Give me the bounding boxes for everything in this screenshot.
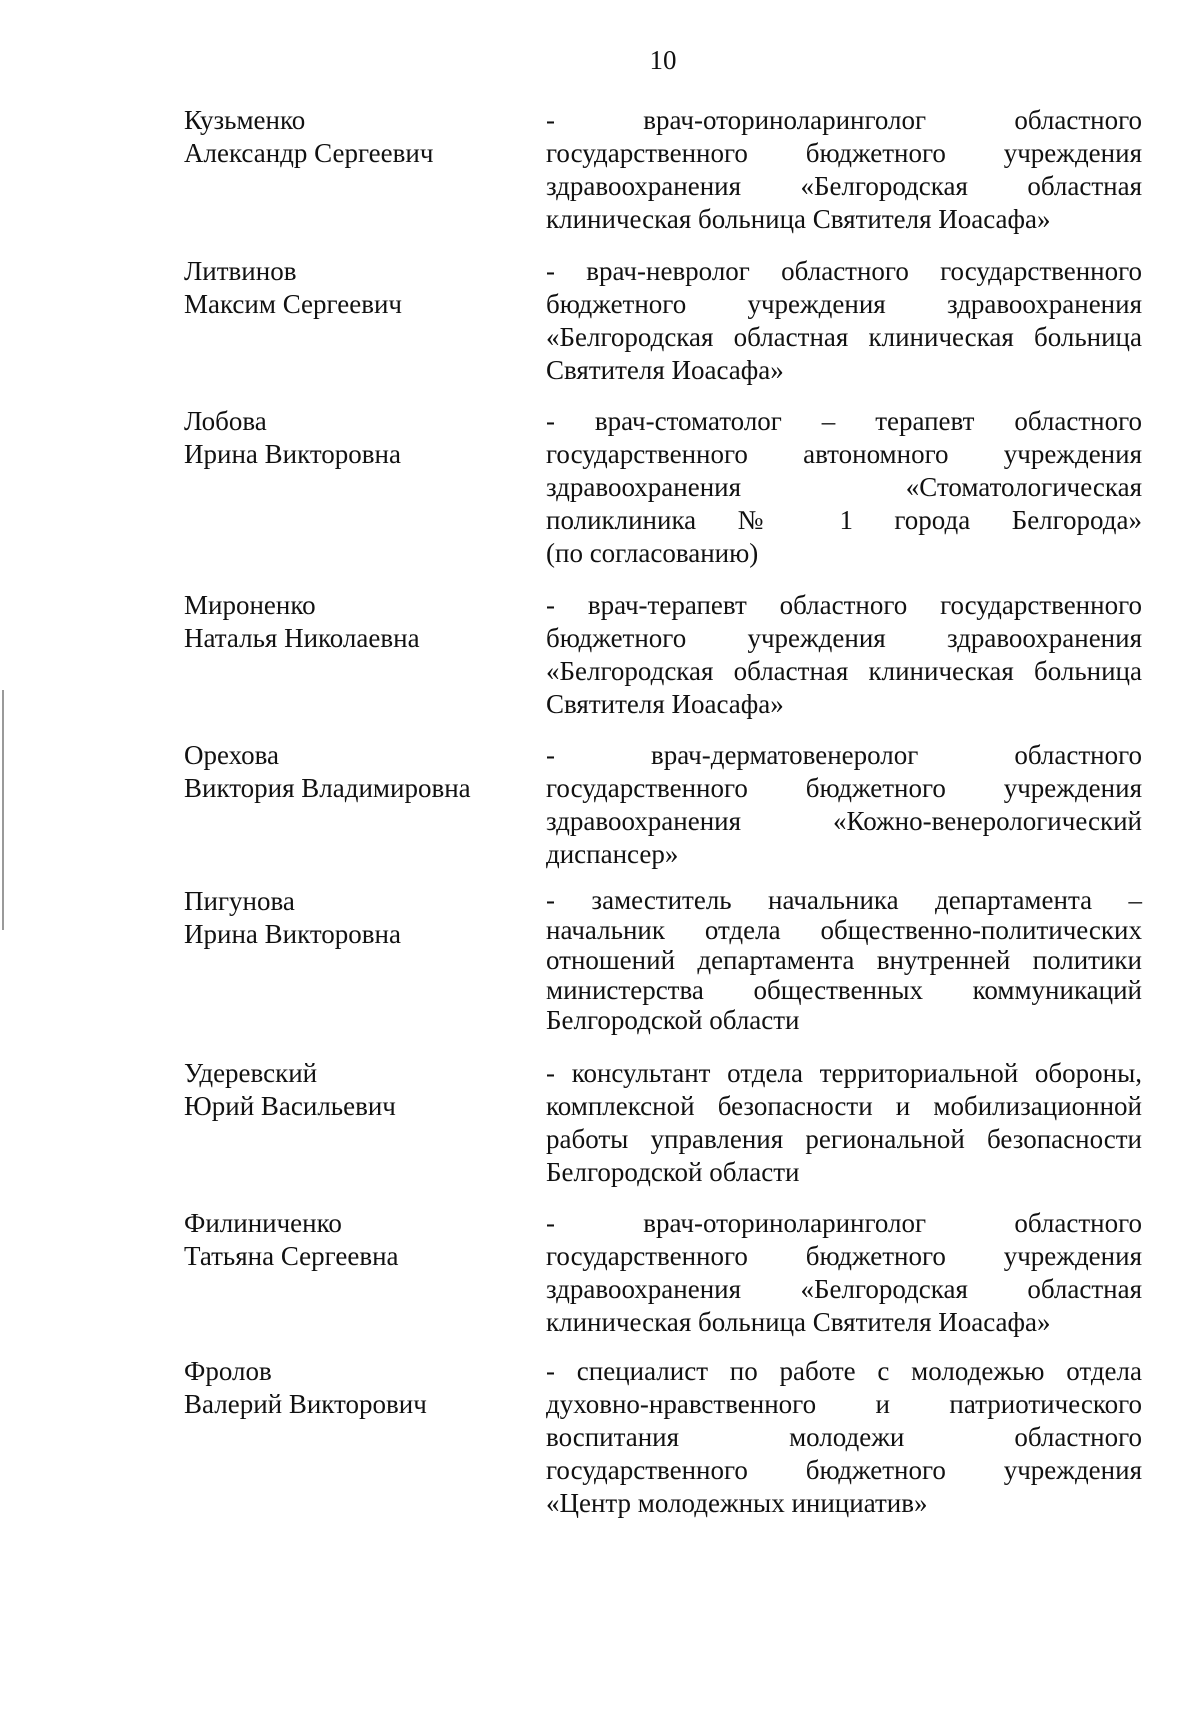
- position-line: государственного бюджетного учреждения: [546, 1455, 1142, 1485]
- surname: Литвинов: [184, 256, 297, 286]
- surname: Пигунова: [184, 886, 295, 916]
- person-name: [184, 589, 524, 655]
- position-line: воспитания молодежи областного: [546, 1422, 1142, 1452]
- position-line: - врач-терапевт областного государственного: [546, 590, 1142, 620]
- position-line: работы управления региональной безопасности: [546, 1124, 1142, 1154]
- position-line: «Белгородская областная клиническая больница: [546, 656, 1142, 686]
- position-line: «Центр молодежных инициатив»: [546, 1488, 928, 1518]
- person-name: [184, 739, 524, 805]
- given-names: Виктория Владимировна: [184, 773, 471, 803]
- position-line: здравоохранения «Белгородская областная: [546, 1274, 1142, 1304]
- position-line: поликлиника № 1 города Белгорода»: [546, 505, 1142, 535]
- position-line: - специалист по работе с молодежью отдела: [546, 1356, 1142, 1386]
- given-names: Александр Сергеевич: [184, 138, 434, 168]
- position-line: - врач-невролог областного государственного: [546, 256, 1142, 286]
- given-names: Татьяна Сергеевна: [184, 1241, 399, 1271]
- position-description: [546, 885, 1142, 1035]
- surname: Фролов: [184, 1356, 272, 1386]
- person-name: [184, 1207, 524, 1273]
- position-description: [546, 739, 1142, 871]
- page-number: 10: [649, 45, 677, 75]
- person-name: [184, 104, 524, 170]
- position-line: бюджетного учреждения здравоохранения: [546, 623, 1142, 653]
- position-line: «Белгородская областная клиническая больница: [546, 322, 1142, 352]
- person-name: [184, 885, 524, 951]
- person-name: [184, 1355, 524, 1421]
- position-line: отношений департамента внутренней политики: [546, 945, 1142, 975]
- surname: Кузьменко: [184, 105, 306, 135]
- position-line: здравоохранения «Стоматологическая: [546, 472, 1142, 502]
- given-names: Юрий Васильевич: [184, 1091, 396, 1121]
- position-line: комплексной безопасности и мобилизационной: [546, 1091, 1142, 1121]
- position-line: - врач-стоматолог – терапевт областного: [546, 406, 1142, 436]
- position-line: министерства общественных коммуникаций: [546, 975, 1142, 1005]
- surname: Мироненко: [184, 590, 316, 620]
- position-line: государственного бюджетного учреждения: [546, 1241, 1142, 1271]
- given-names: Ирина Викторовна: [184, 439, 401, 469]
- person-name: [184, 255, 524, 321]
- position-line: бюджетного учреждения здравоохранения: [546, 289, 1142, 319]
- position-description: [546, 104, 1142, 236]
- position-line: Святителя Иоасафа»: [546, 689, 784, 719]
- position-line: начальник отдела общественно-политических: [546, 915, 1142, 945]
- position-line: государственного бюджетного учреждения: [546, 138, 1142, 168]
- person-name: [184, 1057, 524, 1123]
- position-description: [546, 255, 1142, 387]
- position-line: - врач-оториноларинголог областного: [546, 1208, 1142, 1238]
- surname: Орехова: [184, 740, 279, 770]
- person-name: [184, 405, 524, 471]
- position-description: [546, 405, 1142, 570]
- position-line: - врач-оториноларинголог областного: [546, 105, 1142, 135]
- given-names: Наталья Николаевна: [184, 623, 420, 653]
- position-line: здравоохранения «Кожно-венерологический: [546, 806, 1142, 836]
- surname: Лобова: [184, 406, 267, 436]
- position-line: государственного автономного учреждения: [546, 439, 1142, 469]
- surname: Филиниченко: [184, 1208, 342, 1238]
- position-line: (по согласованию): [546, 538, 759, 568]
- surname: Удеревский: [184, 1058, 318, 1088]
- given-names: Валерий Викторович: [184, 1389, 427, 1419]
- position-line: - консультант отдела территориальной обороны,: [546, 1058, 1142, 1088]
- position-line: Святителя Иоасафа»: [546, 355, 784, 385]
- position-line: Белгородской области: [546, 1005, 800, 1035]
- scan-edge-mark: [2, 690, 4, 930]
- position-line: клиническая больница Святителя Иоасафа»: [546, 204, 1051, 234]
- position-line: диспансер»: [546, 839, 679, 869]
- position-line: - врач-дерматовенеролог областного: [546, 740, 1142, 770]
- position-description: [546, 589, 1142, 721]
- position-line: духовно-нравственного и патриотического: [546, 1389, 1142, 1419]
- position-line: здравоохранения «Белгородская областная: [546, 171, 1142, 201]
- position-line: государственного бюджетного учреждения: [546, 773, 1142, 803]
- position-line: клиническая больница Святителя Иоасафа»: [546, 1307, 1051, 1337]
- position-description: [546, 1355, 1142, 1520]
- position-line: - заместитель начальника департамента –: [546, 885, 1142, 915]
- position-description: [546, 1057, 1142, 1189]
- given-names: Ирина Викторовна: [184, 919, 401, 949]
- position-description: [546, 1207, 1142, 1339]
- position-line: Белгородской области: [546, 1157, 800, 1187]
- given-names: Максим Сергеевич: [184, 289, 402, 319]
